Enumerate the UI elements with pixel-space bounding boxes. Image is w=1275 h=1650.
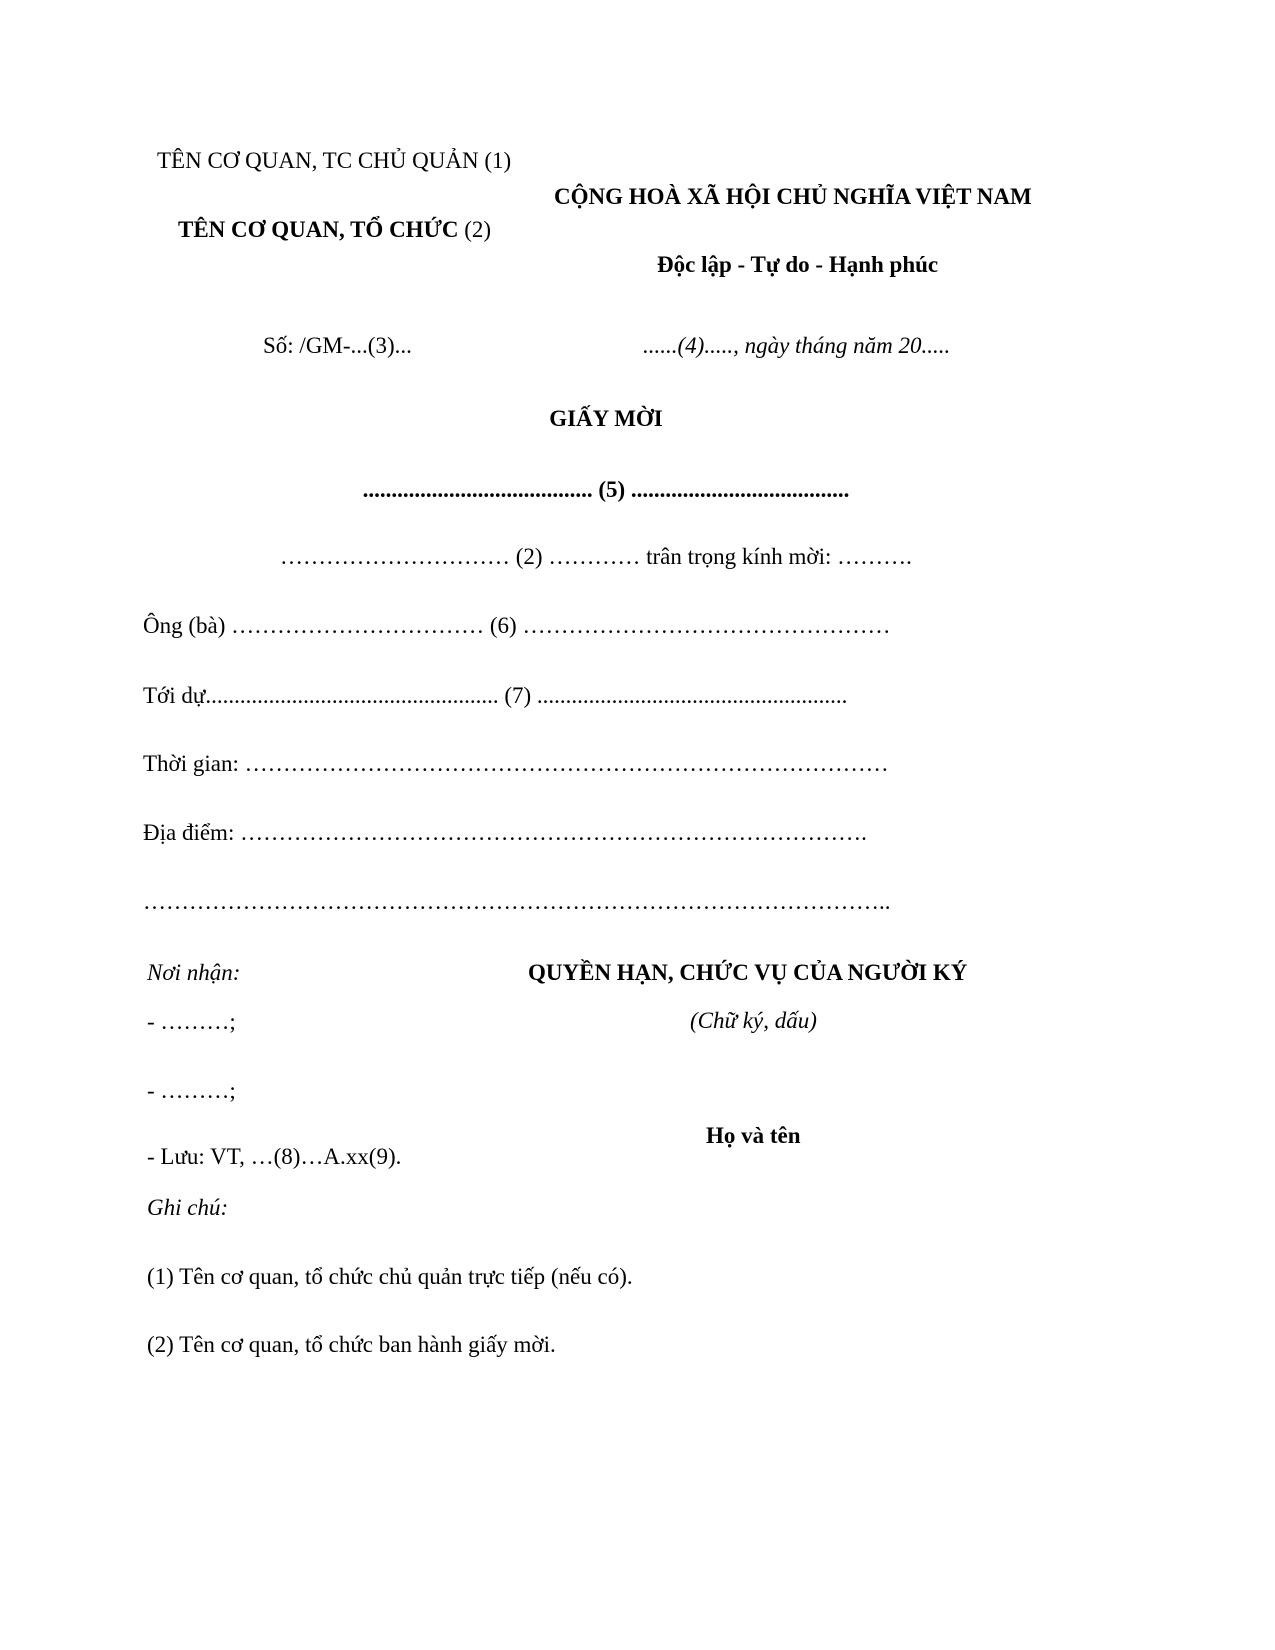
document-title: GIẤY MỜI	[549, 406, 663, 431]
notes-label: Ghi chú:	[147, 1195, 229, 1220]
note-2: (2) Tên cơ quan, tổ chức ban hành giấy mời.	[147, 1332, 556, 1357]
national-motto: Độc lập - Tự do - Hạnh phúc	[657, 252, 939, 277]
signature-note: (Chữ ký, dấu)	[690, 1008, 817, 1033]
note-1: (1) Tên cơ quan, tổ chức chủ quản trực tiếp (nếu có).	[147, 1264, 633, 1289]
archive-line: - Lưu: VT, …(8)…A.xx(9).	[147, 1144, 402, 1169]
document-subtitle: ........................................ (5) ......................................	[362, 477, 850, 502]
org-name-note: (2)	[458, 217, 492, 242]
country-name: CỘNG HOÀ XÃ HỘI CHỦ NGHĨA VIỆT NAM	[554, 184, 1032, 209]
document-number: Số: /GM-...(3)...	[263, 333, 412, 358]
recipients-label: Nơi nhận:	[147, 960, 241, 985]
parent-org-name: TÊN CƠ QUAN, TC CHỦ QUẢN (1)	[157, 148, 512, 173]
place-date: ......(4)....., ngày tháng năm 20.....	[643, 333, 951, 358]
invitation-line: ………………………… (2) ………… trân trọng kính mời: ……….	[280, 544, 912, 569]
time-field: Thời gian: …………………………………………………………………………	[143, 751, 889, 776]
guest-field: Ông (bà) …………………………… (6) …………………………………………	[143, 613, 891, 638]
org-name-label: TÊN CƠ QUAN, TỔ CHỨC	[178, 217, 459, 242]
extra-line: ……………………………………………………………………………………..	[143, 889, 891, 914]
signer-name: Họ và tên	[706, 1123, 801, 1148]
signer-title: QUYỀN HẠN, CHỨC VỤ CỦA NGƯỜI KÝ	[528, 960, 968, 985]
recipient-line-1: - ………;	[147, 1009, 236, 1034]
recipient-line-2: - ………;	[147, 1078, 236, 1103]
org-name	[178, 216, 491, 244]
attend-field: Tới dự................................................... (7) ......................................................	[143, 683, 848, 708]
location-field: Địa điểm: ……………………………………………………………………….	[143, 820, 867, 845]
